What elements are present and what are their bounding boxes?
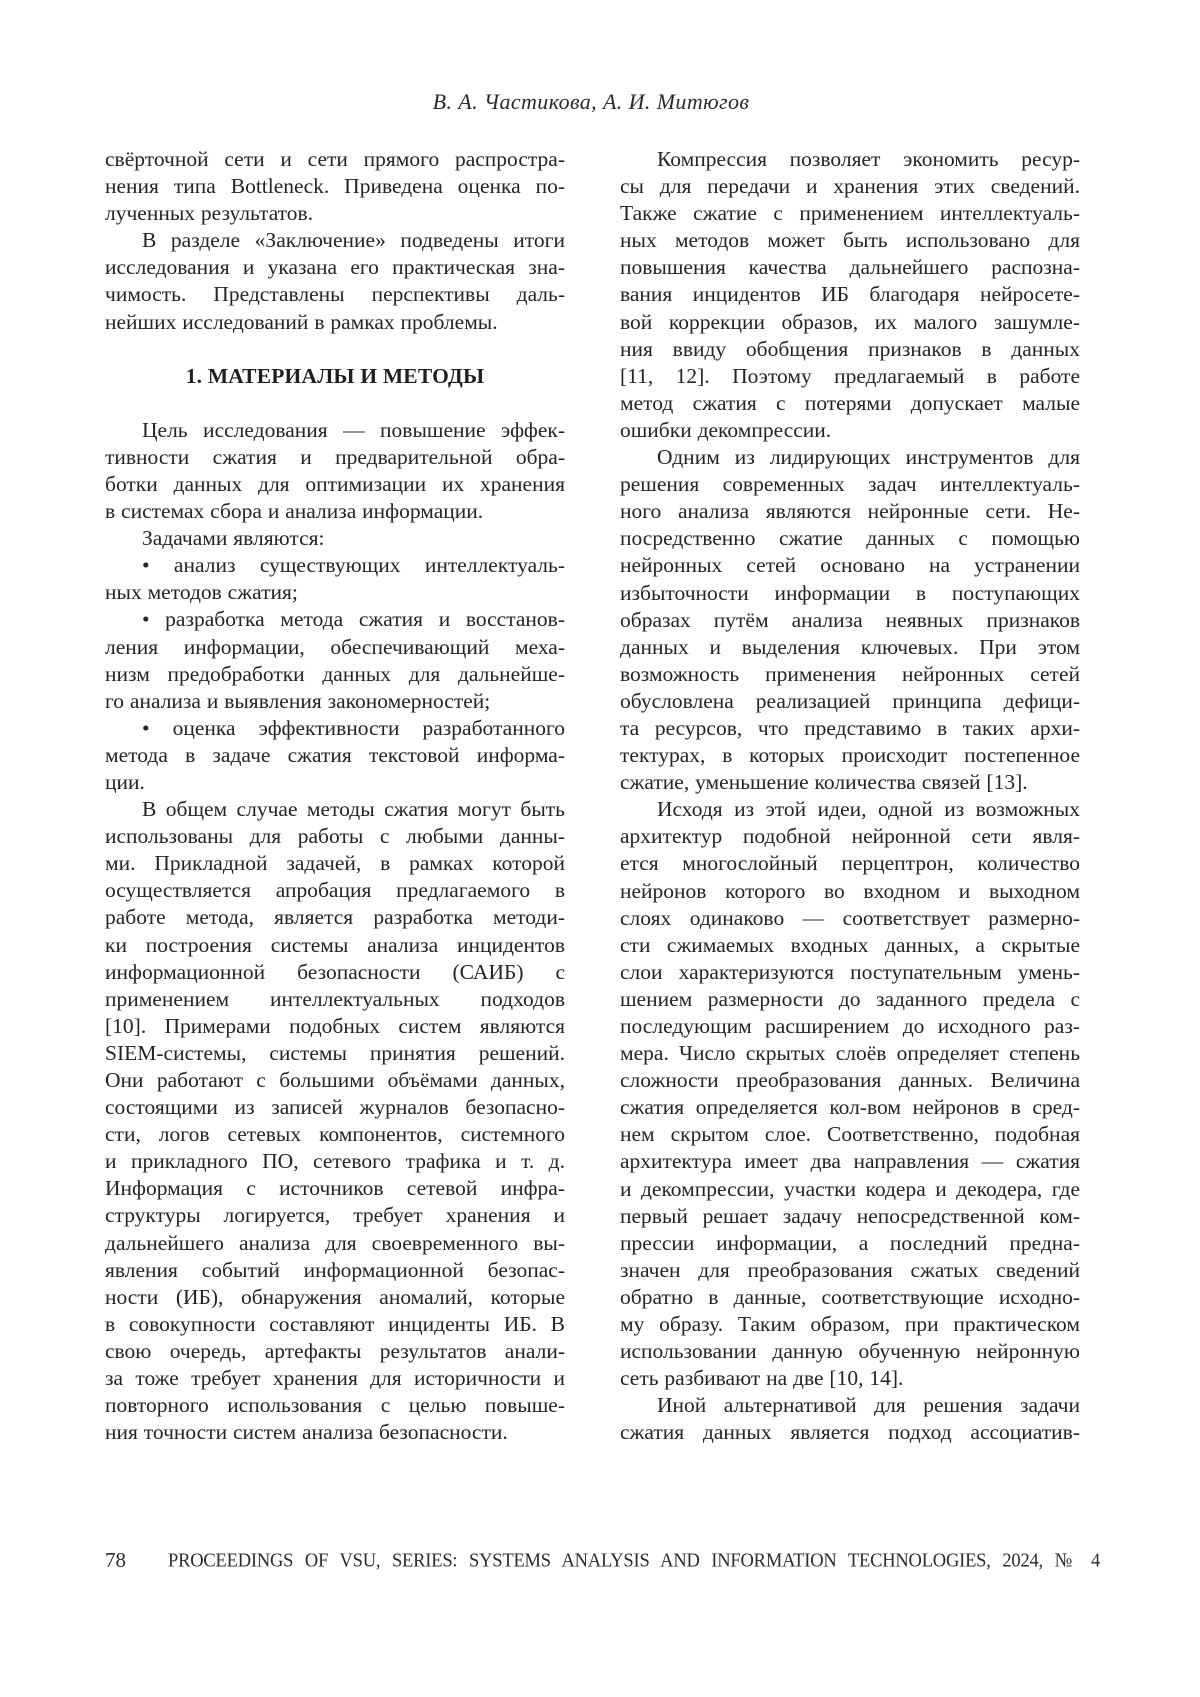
text-line: сти, логов сетевых компонентов, системного — [105, 1122, 565, 1147]
text-line: низм предобработки данных для дальнейше- — [105, 661, 565, 686]
text-line: метода в задаче сжатия текстовой информа- — [105, 742, 565, 767]
paragraph — [620, 444, 1080, 796]
text-line: ния ввиду обобщения признаков в данных — [620, 336, 1080, 361]
text-line: образах путём анализа неявных признаков — [620, 607, 1080, 632]
text-line: сти сжимаемых входных данных, а скрытые — [620, 932, 1080, 957]
text-line: посредственно сжатие данных с помощью — [620, 526, 1080, 551]
text-line: сеть разбивают на две [10, 14]. — [620, 1366, 904, 1391]
text-line: [10]. Примерами подобных систем являются — [105, 1013, 565, 1038]
text-line: ления информации, обеспечивающий меха- — [105, 634, 565, 659]
text-line: сжатия определяется кол-вом нейронов в сред- — [620, 1095, 1080, 1120]
text-line: Задачами являются: — [142, 526, 325, 551]
text-line: ется многослойный перцептрон, количество — [620, 851, 1080, 876]
text-line: использовании данную обученную нейронную — [620, 1339, 1080, 1364]
text-line: Исходя из этой идеи, одной из возможных — [657, 797, 1080, 822]
text-line: информационной безопасности (САИБ) с — [105, 959, 565, 984]
text-line: вой коррекции образов, их малого зашумле- — [620, 309, 1080, 334]
text-line: В общем случае методы сжатия могут быть — [142, 797, 565, 822]
column-right — [620, 146, 1080, 1447]
journal-title: PROCEEDINGS OF VSU, SERIES: SYSTEMS ANALYSIS AND INFORMATION TECHNOLOGIES, 2024, № 4 — [168, 1550, 1100, 1572]
text-line: и декомпрессии, участки кодера и декодера, где — [620, 1176, 1080, 1201]
text-line: нейронов которого во входном и выходном — [620, 878, 1080, 903]
text-line: последующим расширением до исходного раз- — [620, 1014, 1080, 1038]
text-line: ки построения системы анализа инцидентов — [105, 932, 565, 957]
text-line: возможность применения нейронных сетей — [620, 661, 1080, 686]
text-line: ного анализа являются нейронные сети. Не- — [620, 499, 1080, 524]
text-line: нем скрытом слое. Соответственно, подобная — [620, 1122, 1080, 1147]
text-line: сжатие, уменьшение количества связей [13]. — [620, 770, 1028, 795]
text-line: Иной альтернативой для решения задачи — [657, 1393, 1080, 1418]
paragraph — [620, 1392, 1080, 1446]
column-left — [105, 146, 565, 1447]
text-line: та ресурсов, что представимо в таких архи- — [620, 715, 1080, 740]
text-line: ных методов сжатия; — [105, 580, 298, 605]
text-line: • оценка эффективности разработанного — [142, 715, 565, 740]
text-line: использованы для работы с любыми данны- — [105, 824, 565, 849]
text-line: за тоже требует хранения для историчности и — [105, 1366, 565, 1391]
text-line: прессии информации, а последний предна- — [620, 1230, 1080, 1255]
text-line: в совокупности составляют инциденты ИБ. В — [105, 1311, 565, 1336]
text-line: ности (ИБ), обнаружения аномалий, которые — [105, 1284, 565, 1309]
text-line: ми. Прикладной задачей, в рамках которой — [105, 851, 565, 876]
text-line: и прикладного ПО, сетевого трафика и т. д. — [105, 1149, 565, 1174]
header-authors: В. А. Частикова, А. И. Митюгов — [432, 89, 750, 114]
text-line: нейронных сетей основано на устранении — [620, 553, 1080, 578]
paragraph — [105, 525, 565, 552]
text-line: шением размерности до заданного предела с — [620, 986, 1080, 1011]
text-line: Они работают с большими объёмами данных, — [105, 1068, 565, 1092]
text-line: • анализ существующих интеллектуаль- — [142, 553, 565, 578]
text-line: работе метода, является разработка методи- — [105, 905, 565, 930]
paragraph — [105, 715, 565, 796]
paragraph — [105, 552, 565, 606]
text-line: чимость. Представлены перспективы даль- — [105, 282, 565, 307]
text-columns — [105, 146, 1080, 1447]
text-line: • разработка метода сжатия и восстанов- — [142, 607, 565, 632]
text-line: исследования и указана его практическая зна- — [105, 255, 565, 280]
text-line: свёрточной сети и сети прямого распростра- — [105, 147, 565, 171]
page-footer — [105, 1548, 1100, 1573]
text-line: явления событий информационной безопас- — [105, 1257, 565, 1282]
text-line: решения современных задач интеллектуаль- — [620, 472, 1080, 497]
text-line: обусловлена реализацией принципа дефици- — [620, 688, 1080, 713]
text-line: дальнейшего анализа для своевременного вы- — [105, 1230, 565, 1255]
text-line: значен для преобразования сжатых сведений — [620, 1257, 1080, 1282]
text-line: [11, 12]. Поэтому предлагаемый в работе — [620, 363, 1080, 388]
text-line: первый решает задачу непосредственной ком- — [620, 1203, 1080, 1228]
paragraph — [620, 796, 1080, 1392]
text-line: данных и выделения ключевых. При этом — [620, 634, 1080, 659]
paragraph — [620, 146, 1080, 444]
text-line: му образу. Таким образом, при практическом — [620, 1312, 1080, 1337]
page-number: 78 — [105, 1548, 126, 1572]
text-line: лученных результатов. — [105, 201, 314, 226]
text-line: метод сжатия с потерями допускает малые — [620, 390, 1080, 415]
paragraph — [105, 796, 565, 1446]
paragraph — [105, 606, 565, 714]
text-line: архитектур подобной нейронной сети явля- — [620, 824, 1080, 849]
text-line: тектурах, в которых происходит постепенное — [620, 743, 1080, 768]
text-line: в системах сбора и анализа информации. — [105, 499, 484, 524]
text-line: Цель исследования — повышение эффек- — [142, 417, 565, 442]
text-line: состоящими из записей журналов безопасно- — [105, 1095, 565, 1120]
text-line: обратно в данные, соответствующие исходно- — [620, 1284, 1080, 1309]
text-line: нения типа Bottleneck. Приведена оценка по- — [105, 174, 565, 199]
text-line: нейших исследований в рамках проблемы. — [105, 309, 498, 334]
text-line: Компрессия позволяет экономить ресур- — [657, 147, 1080, 171]
text-line: сложности преобразования данных. Величина — [620, 1068, 1080, 1093]
text-line: повышения качества дальнейшего распозна- — [620, 255, 1080, 280]
text-line: Также сжатие с применением интеллектуаль- — [620, 201, 1080, 226]
text-line: свою очередь, артефакты результатов анали- — [105, 1338, 565, 1363]
text-line: Информация с источников сетевой инфра- — [105, 1176, 565, 1201]
text-line: архитектура имеет два направления — сжатия — [620, 1149, 1080, 1174]
text-line: ции. — [105, 769, 145, 794]
text-line: осуществляется апробация предлагаемого в — [105, 878, 565, 903]
text-line: ошибки декомпрессии. — [620, 417, 832, 442]
text-line: слои характеризуются поступательным умень- — [620, 959, 1080, 984]
text-line: повторного использования с целью повыше- — [105, 1393, 565, 1418]
text-line: ния точности систем анализа безопасности. — [105, 1420, 508, 1445]
text-line: избыточности информации в поступающих — [620, 580, 1080, 605]
paragraph — [105, 146, 565, 227]
text-line: сы для передачи и хранения этих сведений. — [620, 174, 1080, 199]
paragraph — [105, 227, 565, 335]
text-line: го анализа и выявления закономерностей; — [105, 688, 491, 713]
text-line: Одним из лидирующих инструментов для — [657, 445, 1080, 470]
text-line: В разделе «Заключение» подведены итоги — [142, 228, 565, 253]
text-line: ботки данных для оптимизации их хранения — [105, 471, 565, 496]
paragraph — [105, 417, 565, 525]
text-line: сжатия данных является подход ассоциатив- — [620, 1420, 1080, 1445]
text-line: тивности сжатия и предварительной обра- — [105, 444, 565, 469]
text-line: структуры логируется, требует хранения и — [105, 1203, 565, 1228]
text-line: SIEM-системы, системы принятия решений. — [105, 1040, 565, 1065]
section-heading: 1. МАТЕРИАЛЫ И МЕТОДЫ — [185, 363, 485, 388]
text-line: применением интеллектуальных подходов — [105, 986, 565, 1011]
text-line: мера. Число скрытых слоёв определяет степень — [620, 1041, 1080, 1066]
text-line: ных методов может быть использовано для — [620, 228, 1080, 253]
text-line: вания инцидентов ИБ благодаря нейросете- — [620, 282, 1080, 307]
text-line: слоях одинаково — соответствует размерно- — [620, 905, 1080, 930]
